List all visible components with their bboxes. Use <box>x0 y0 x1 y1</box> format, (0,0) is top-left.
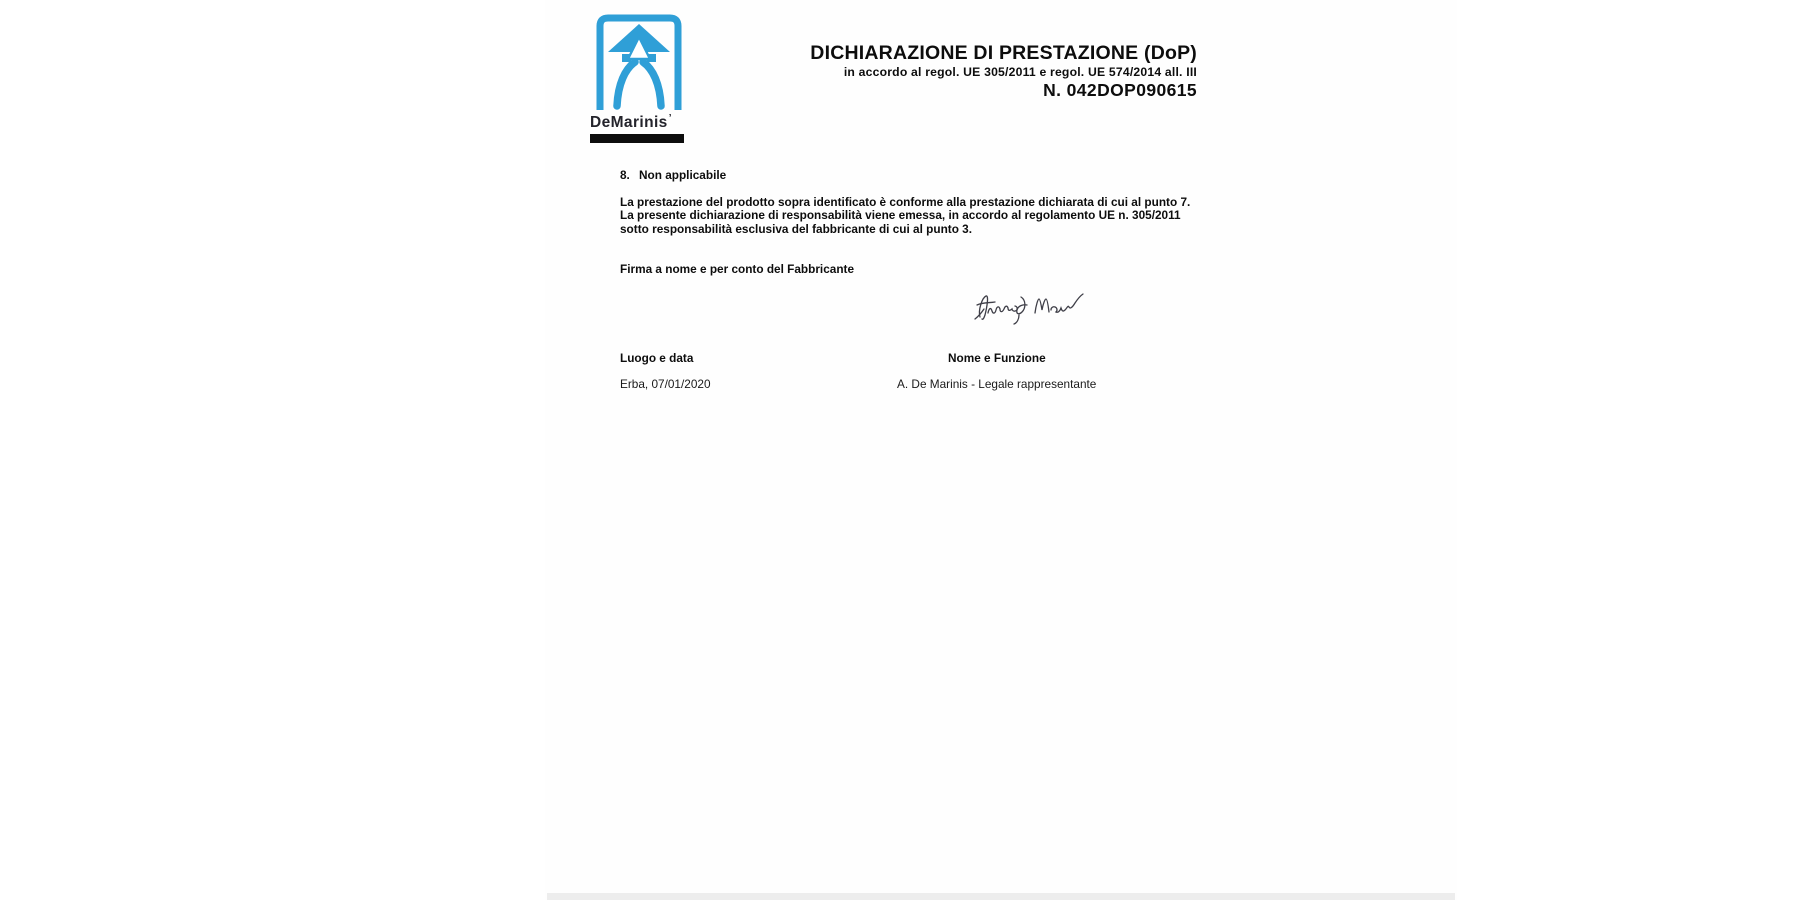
logo-wordmark <box>590 111 690 130</box>
document-header <box>700 43 1197 100</box>
logo-black-bar <box>590 134 684 143</box>
brand-logo <box>590 12 690 143</box>
paragraph-line: La prestazione del prodotto sopra identificato è conforme alla prestazione dichiarata di cui al punto 7. <box>620 195 1191 209</box>
paragraph-line: La presente dichiarazione di responsabilità viene emessa, in accordo al regolamento UE n. 305/2011 <box>620 208 1181 223</box>
place-date-label: Luogo e data <box>620 351 694 365</box>
list-item-8 <box>620 168 726 182</box>
name-function-label: Nome e Funzione <box>948 351 1046 365</box>
item-number: 8. <box>620 168 630 182</box>
name-function-value: A. De Marinis - Legale rappresentante <box>897 377 1097 391</box>
signature-image <box>973 288 1085 326</box>
scan-bottom-edge <box>547 893 1455 900</box>
signature-caption: Firma a nome e per conto del Fabbricante <box>620 262 855 276</box>
logo-tick-mark: ’ <box>668 113 672 124</box>
logo-brand-text: DeMarinis <box>590 114 668 131</box>
page-title: DICHIARAZIONE DI PRESTAZIONE (DoP) <box>810 42 1197 64</box>
item-label: Non applicabile <box>639 168 727 182</box>
paragraph-line: sotto responsabilità esclusiva del fabbricante di cui al punto 3. <box>620 221 973 236</box>
declaration-paragraph <box>620 196 1190 236</box>
regulation-subtitle: in accordo al regol. UE 305/2011 e regol. UE 574/2014 all. III <box>843 65 1197 79</box>
dop-number: N. 042DOP090615 <box>1043 80 1197 100</box>
place-date-value: Erba, 07/01/2020 <box>620 377 711 391</box>
demarinis-house-arrow-icon <box>594 12 684 110</box>
